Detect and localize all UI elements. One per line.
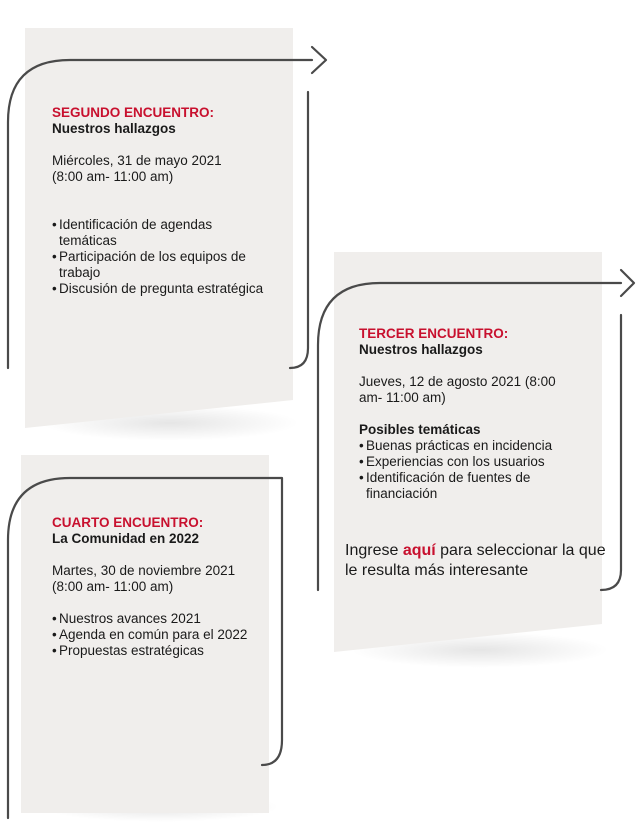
list-item: • Identificación de fuentes de financiación [359,470,559,502]
tercer-subtitle: Nuestros hallazgos [359,342,483,357]
segundo-bullet-list [52,217,267,297]
cuarto-content [52,515,267,659]
tercer-topics-title: Posibles temáticas [359,422,481,437]
list-item: • Buenas prácticas en incidencia [359,438,559,454]
tercer-content [359,326,599,502]
cuarto-subtitle: La Comunidad en 2022 [52,531,200,546]
arrow-head-segundo [312,47,326,73]
cuarto-time: (8:00 am- 11:00 am) [52,579,174,594]
list-item: • Experiencias con los usuarios [359,454,559,470]
list-item: • Nuestros avances 2021 [52,611,267,627]
tercer-heading: TERCER ENCUENTRO: [359,326,509,341]
tercer-cta [345,541,610,581]
list-item: • Discusión de pregunta estratégica [52,281,267,297]
list-item: • Propuestas estratégicas [52,643,267,659]
cuarto-bullet-list [52,611,267,659]
cuarto-heading: CUARTO ENCUENTRO: [52,515,204,530]
segundo-heading: SEGUNDO ENCUENTRO: [52,105,215,120]
tercer-date: Jueves, 12 de agosto 2021 (8:00 am- 11:00 am) [359,374,556,405]
segundo-time: (8:00 am- 11:00 am) [52,169,174,184]
segundo-subtitle: Nuestros hallazgos [52,121,176,136]
arrow-head-tercer [621,270,634,296]
cta-link-aqui[interactable]: aquí [402,542,436,559]
cta-text-after: para seleccionar la que le resulta más interesante [345,542,606,579]
list-item: • Participación de los equipos de trabajo [52,249,267,281]
cuarto-date: Martes, 30 de noviembre 2021 [52,563,236,578]
list-item: • Identificación de agendas temáticas [52,217,267,249]
segundo-date: Miércoles, 31 de mayo 2021 [52,153,222,168]
tercer-bullet-list [359,438,559,502]
segundo-content [52,105,287,297]
list-item: • Agenda en común para el 2022 [52,627,267,643]
cta-text-before: Ingrese [345,542,403,559]
